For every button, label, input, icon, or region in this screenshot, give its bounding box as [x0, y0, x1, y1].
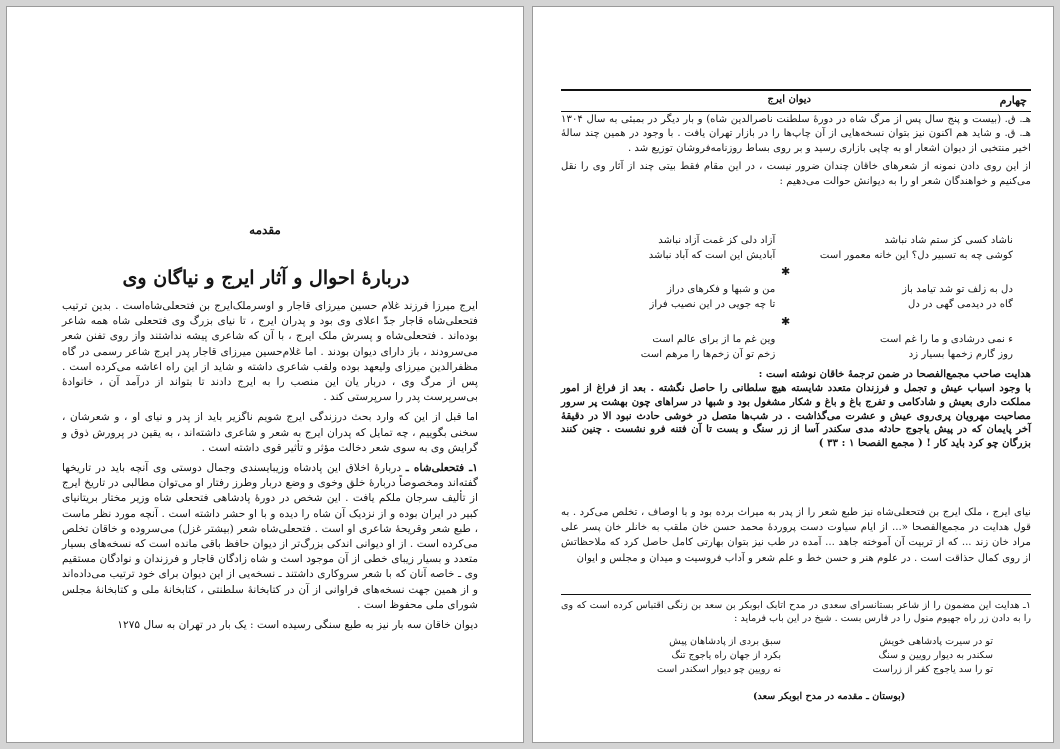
page-label: چهارم	[999, 94, 1027, 107]
quote-intro: هدایت صاحب مجمع‌الفصحا در ضمن ترجمهٔ خاقان نوشته است :	[758, 368, 1031, 380]
book-title: دیوان ایرج	[767, 94, 811, 105]
top-text	[561, 113, 1031, 193]
hemistich: ناشاد کسی کز ستم شاد نباشد	[884, 235, 1013, 246]
running-head	[561, 89, 1031, 112]
section-1	[62, 461, 478, 613]
verse-block-3	[573, 332, 1013, 362]
hemistich: ء نمی درشادی و ما را غم است	[880, 334, 1013, 345]
hemistich: گاه در دیدمی گهی در دل	[907, 299, 1013, 310]
quote-block	[561, 382, 1031, 451]
footnote-source: (بوستان ـ مقدمه در مدح ابوبکر سعد)	[753, 691, 906, 702]
quote-text: با وجود اسباب عیش و تجمل و فرزندان متعدد شایسته هیچ سلطانی را حاصل نگشته . بعد از فراغ از امور مملکت داری بعیش و شادکامی و تفرج باغ و باغ و شکار مشغول بود و شبها در سراهای چون بهشت پر سرور مصاحبت مهرویان پری‌روی عیش و عشرت می‌گذاشت . در شب‌ها متصل در خوشی حادث نبود الا در دقیقهٔ آخر پایمان که در پیش یاجوج حادثه مدی سکندر آسا از زر سنگ و بست تا آن فتنه فرو نشست . چنین کنند بزرگان چو کرد باید کار ! ( مجمع الفصحا ۱ : ۳۳ )	[561, 382, 1031, 450]
hemistich: نه رویین چو دیوار اسکندر است	[657, 664, 781, 675]
verse-block-1	[573, 233, 1013, 263]
last-line: دیوان خاقان سه بار نیز به طبع سنگی رسیده است : یک بار در تهران به سال ۱۲۷۵	[117, 619, 478, 632]
iraj-paragraph	[561, 505, 1031, 566]
footnote-text: ۱ـ هدایت این مضمون را از شاعر بستانسرای سعدی در مدح اتابک ابوبکر بن سعد بن زنگی اقتباس کرده است که وی را به دادن زر راه جهیوم منول را در فارس بست . شیخ در این باب فرماید :	[561, 600, 1031, 625]
verse-row	[593, 649, 993, 663]
verse-row	[573, 248, 1013, 263]
hemistich: زخم تو آن زخم‌ها را مرهم است	[640, 349, 776, 360]
hemistich: آبادیش این است که آباد نباشد	[648, 250, 776, 261]
paragraph: نیای ایرج ، ملک ایرج بن فتحعلی‌شاه نیز طبع شعر را از پدر به میراث برده بود و با اوصاف ، تخلص می‌کرد . به قول هدایت در مجمع‌الفصحا «... از ایام سیاوت دست پروردهٔ محمد حسن خان ملقب به خانلر خان پسر علی مراد خان زند ... که از تربیت آن آموخته جاهد ... آمده در طب نیز بتوان بهارتی کامل حاصل کرد که ملاحظاتش از روی کمال حذاقت است . در علوم هنر و حسن خط و علم شعر و آداب فروسیت و میدان و مجلس و ایوان	[561, 507, 1031, 564]
paragraph: هـ. ق. (بیست و پنج سال پس از مرگ شاه در دورهٔ سلطنت ناصرالدین شاه) و بار دیگر در بمبئی به سال ۱۳۰۴ هـ. ق. و شاید هم اکنون نیز بتوان نسخه‌هایی از آن چاپ‌ها را در بازار تهران یافت . با وجود در همین چند سالهٔ اخیر منتخبی از دیوان اشعار او به چاپی بازاری رسید و بر روی بساط روزنامه‌فروشان توزیع شد .	[561, 114, 1031, 154]
paragraph: از این روی دادن نمونه از شعرهای خاقان چندان ضرور نیست ، در این مقام فقط بیتی چند از آثار وی را نقل می‌کنیم و خواهندگان شعر او را به دیوانش حوالت می‌دهیم :	[561, 161, 1031, 187]
hemistich: آزاد دلی کز غمت آزاد نباشد	[658, 235, 776, 246]
hemistich: تو در سیرت پادشاهی خویش	[879, 636, 993, 647]
hemistich: روز گارم زخمها بسیار زد	[908, 349, 1013, 360]
verse-block-2	[573, 282, 1013, 312]
verse-row	[593, 663, 993, 677]
right-page	[532, 6, 1054, 743]
star-divider: ✱	[781, 265, 791, 278]
section-1-text: دربارهٔ اخلاق این پادشاه وزیبایسندی وجمال دوستی وی آنچه باید در تاریخها گفته‌اند ومخصوصاً دربارهٔ خلق وخوی و وضع دربار وطرز رفتار او می‌توان مطالبی در تاریخ ایرج از تألیف سرجان ملکم یافت . این شخص در دورهٔ پادشاهی فتحعلی شاه وزیر مختار بریتانیای کبیر در ایران بوده و از نزدیک آن شاه را دیده و با او حشر داشته است . آنچه مورد نظر ماست ، طبع شعر وقریحهٔ شاعری او است . فتحعلی‌شاه شعر (بیشتر غزل) می‌سروده و خاقان تخلص می‌کرده است . از او دیوانی اندکی بزرگ‌تر از دیوان حافظ باقی مانده است که نسخه‌های بسیار متعدد و بسیار زیبای خطی از آن موجود است و شاه زادگان قاجار و فرزندان و نوادگان مستقیم وی ـ خاصه آنان که با شعر سروکاری داشتند ـ نسخه‌یی از این دیوان برای خود ترتیب می‌داده‌اند و از همین جهت نسخه‌های فراوانی از آن در کتابخانهٔ سلطنتی ، کتابخانهٔ ملی و کتابخانهٔ مجلس شورای ملی محفوظ است .	[62, 462, 478, 611]
verse-row	[573, 347, 1013, 362]
footnote-verses	[593, 635, 993, 677]
section-label: مقدمه	[249, 223, 281, 237]
verse-row	[593, 635, 993, 649]
intro-text	[62, 299, 478, 638]
hemistich: دل به زلف تو شد تیامد باز	[902, 284, 1013, 295]
paragraph: اما قبل از این که وارد بحث درزندگی ایرج شویم ناگزیر باید از پدر و نیای او ، و شعرشان ، سخنی بگوییم ، چه تمایل که پدران ایرج به شعر و شاعری داشته‌اند ، به یقین در پرورش ذوق و گرایش وی به سوی شعر دخالت مؤثر و تأثیر قوی داشته است .	[62, 411, 478, 454]
page-title: دربارهٔ احوال و آثار ایرج و نیاگان وی	[122, 267, 410, 289]
paragraph: ایرج میرزا فرزند غلام حسین میرزای قاجار و اوسرملک‌ایرج بن فتحعلی‌شاه‌است . بدین ترتیب فتحعلی‌شاه قاجار جدّ اعلای وی بود و پدران ایرج ، تا نیای بزرگ وی فتحعلی شاه همه شاعر بوده‌اند . فتحعلی‌شاه و پسرش ملک ایرج ، با آن که شاعری پیشه نداشتند واز روی تفنن شعر می‌سرودند ، باز دارای دیوان بودند . اما غلام‌حسین میرزای قاجار پدر ایرج شاعر رسمی در گاه مظفرالدین میرزای ولیعهد بوده ولقب شاعری داشته و شاید از این راه اعاشه می‌کرده است . پس از مرگ وی ، دربار یان این منصب را به ایرج دادند تا بتواند از درآمد آن ، خانوادهٔ بی‌سرپرست پدر را سرپرستی کند .	[62, 300, 478, 404]
verse-row	[573, 282, 1013, 297]
star-divider: ✱	[781, 315, 791, 328]
footnote-divider	[561, 594, 1031, 595]
verse-row	[573, 332, 1013, 347]
hemistich: وین غم ما از برای عالم است	[652, 334, 776, 345]
verse-row	[573, 233, 1013, 248]
hemistich: من و شبها و فکرهای دراز	[666, 284, 776, 295]
hemistich: تو را سد یاجوج کفر از زراست	[872, 664, 993, 675]
section-1-title: ۱ـ فتحعلی‌شاه ـ	[405, 462, 478, 475]
hemistich: کوشی چه به تسبیر دل؟ این خانه معمور است	[819, 250, 1013, 261]
left-page	[6, 6, 524, 743]
hemistich: تا چه جویی در این نصیب فراز	[649, 299, 776, 310]
verse-row	[573, 297, 1013, 312]
hemistich: بکرد از جهان راه یاجوج تنگ	[671, 650, 781, 661]
hemistich: سبق بردی از پادشاهان پیش	[669, 636, 781, 647]
footnote	[561, 599, 1031, 626]
hemistich: سکندر به دیوار رویین و سنگ	[878, 650, 993, 661]
